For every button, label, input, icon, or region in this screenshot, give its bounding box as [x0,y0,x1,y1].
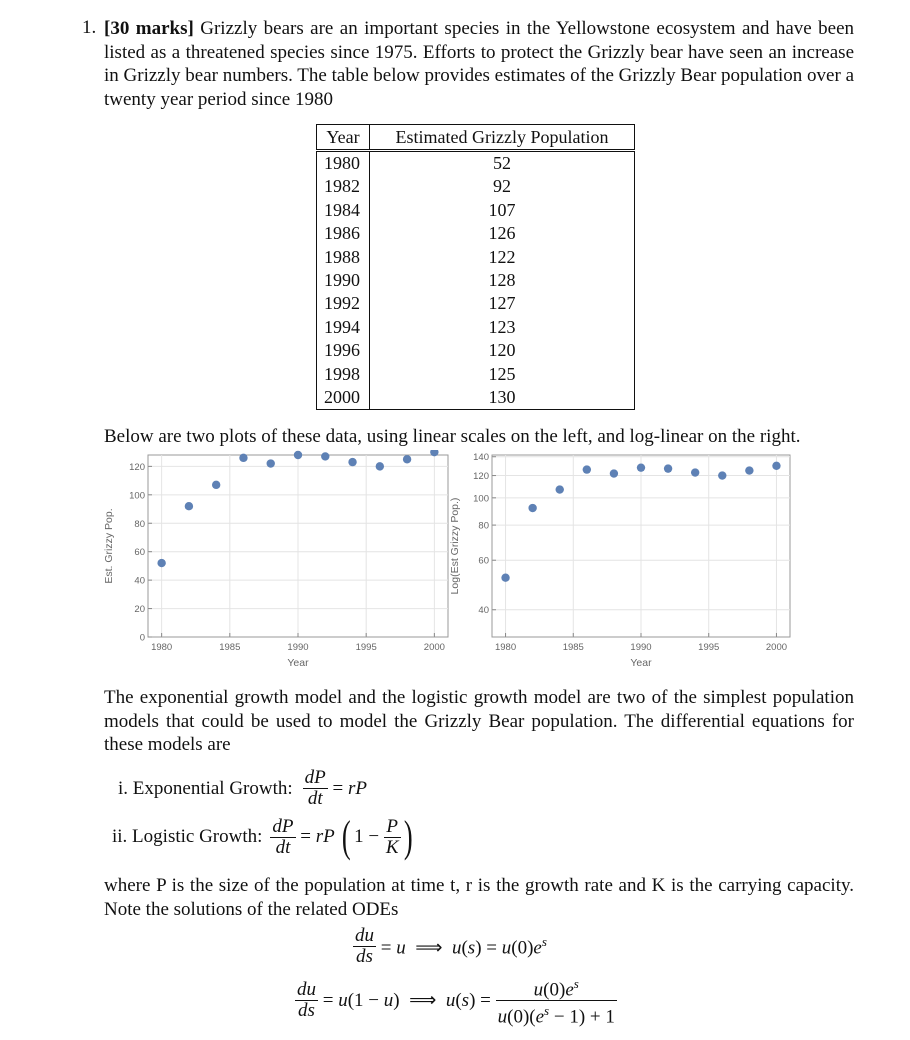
cell-year: 1988 [317,246,370,269]
table-row [317,363,635,386]
cell-year: 1984 [317,199,370,222]
cell-year: 1998 [317,363,370,386]
data-point [376,462,384,470]
fraction-du-ds: $\frac{du}{ds}$ [355,925,374,967]
data-point [610,469,618,477]
tick-label-y: 120 [129,461,145,473]
tick-label-x: 2000 [423,642,445,653]
cell-year: 1982 [317,175,370,198]
data-point [772,462,780,470]
data-point [294,451,302,459]
table-row [317,222,635,245]
x-axis-label: Year [287,657,309,669]
exp-label: i. Exponential Growth: [118,777,293,799]
y-axis-label: Log(Est Grizzy Pop.) [449,497,461,595]
where-paragraph: where P is the size of the population at time t, r is the growth rate and K is the carrying capacity. Note the solutions of the related ODEs [104,875,854,920]
cell-population: 123 [370,316,635,339]
tick-label-x: 1995 [355,642,377,653]
data-point [664,464,672,472]
tick-label-y: 80 [478,520,489,532]
question-intro-paragraph [104,17,854,111]
table-row [317,175,635,198]
linear-scatter-plot [98,450,454,672]
cell-year: 1980 [317,151,370,176]
fraction-du-ds: $\frac{du}{ds}$ [297,979,316,1022]
cell-population: 130 [370,386,635,410]
data-point [528,504,536,512]
data-point [348,458,356,466]
cell-population: 92 [370,175,635,198]
table-row [317,246,635,269]
cell-population: 52 [370,151,635,176]
tick-label-x: 1985 [219,642,241,653]
fraction-P-K: $\frac{P}{K}$ [385,815,399,858]
table-header-year: Year [317,125,370,151]
data-point [403,455,411,463]
cell-population: 126 [370,222,635,245]
question-number: 1. [82,17,97,38]
data-point [157,559,165,567]
fraction-dP-dt: $\frac{dP}{dt}$ [304,767,326,809]
log-label: ii. Logistic Growth: [112,826,263,847]
data-point [501,574,509,582]
cell-year: 1996 [317,339,370,362]
cell-year: 1990 [317,269,370,292]
tick-label-y: 20 [134,604,145,616]
ode-solution-exponential: $\frac{du}{ds}$ = u ⟹ $u(s) = u(0)e^s$ [355,925,547,967]
y-axis-label: Est. Grizzy Pop. [103,508,115,584]
x-axis-label: Year [630,657,652,669]
tick-label-y: 0 [139,632,145,644]
tick-label-x: 1980 [494,642,517,653]
tick-label-x: 1990 [630,642,652,653]
cell-population: 120 [370,339,635,362]
cell-population: 125 [370,363,635,386]
data-point [321,452,329,460]
data-point [745,466,753,474]
table-row [317,292,635,315]
population-table [316,124,635,410]
table-row [317,199,635,222]
tick-label-y: 80 [134,518,145,530]
cell-year: 2000 [317,386,370,410]
data-point [185,502,193,510]
data-point [718,471,726,479]
data-point [212,481,220,489]
tick-label-x: 2000 [765,642,788,653]
data-point [239,454,247,462]
tick-label-x: 1985 [562,642,584,653]
fraction-logistic-solution: $\frac{u(0)e^s}{u(0)(e^s - 1) + 1}$ [497,976,615,1028]
tick-label-y: 40 [134,575,145,587]
tick-label-x: 1980 [151,642,173,653]
table-header-population: Estimated Grizzly Population [370,125,635,151]
data-point [556,485,564,493]
table-row [317,339,635,362]
models-intro: The exponential growth model and the logistic growth model are two of the simplest population models that could be used to model the Grizzly Bear population. The differential equations for these models are [104,687,854,755]
tick-label-x: 1995 [698,642,720,653]
cell-population: 107 [370,199,635,222]
tick-label-y: 60 [134,547,145,559]
cell-year: 1986 [317,222,370,245]
data-point [267,459,275,467]
ode-solution-logistic: $\frac{du}{ds}$ = u(1 − u) ⟹ u(s) = $\frac{u(0)e^s}{u(0)(e^s - 1) + 1}$ [297,976,615,1028]
table-row [317,151,635,176]
equation-exponential: i. Exponential Growth: $\frac{dP}{dt}$ = rP [118,767,367,809]
tick-label-x: 1990 [287,642,309,653]
question-intro-text: Grizzly bears are an important species in the Yellowstone ecosystem and have been listed as a threatened species since 1975. Efforts to protect the Grizzly bear have seen an increase in Grizzly bear numbers. The table below provides estimates of the Grizzly Bear population over a twenty year period since 1980 [104,18,855,110]
tick-label-y: 40 [478,605,489,617]
log-scatter-plot [444,450,800,672]
equation-logistic: ii. Logistic Growth: $\frac{dP}{dt}$ = rP ( 1 − $\frac{P}{K}$ ) [112,812,413,861]
table-row [317,316,635,339]
tick-label-y: 100 [473,493,489,505]
table-row [317,269,635,292]
cell-population: 122 [370,246,635,269]
cell-year: 1994 [317,316,370,339]
cell-population: 128 [370,269,635,292]
tick-label-y: 60 [478,555,489,567]
question-marks: [30 marks] [104,18,194,39]
data-point [583,465,591,473]
cell-population: 127 [370,292,635,315]
plots-caption: Below are two plots of these data, using linear scales on the left, and log-linear on the right. [104,426,801,447]
tick-label-y: 120 [473,471,489,483]
data-point [691,468,699,476]
cell-year: 1992 [317,292,370,315]
tick-label-y: 100 [129,490,145,502]
fraction-dP-dt: $\frac{dP}{dt}$ [272,815,294,858]
data-point [637,463,645,471]
table-row [317,386,635,410]
tick-label-y: 140 [473,452,489,464]
